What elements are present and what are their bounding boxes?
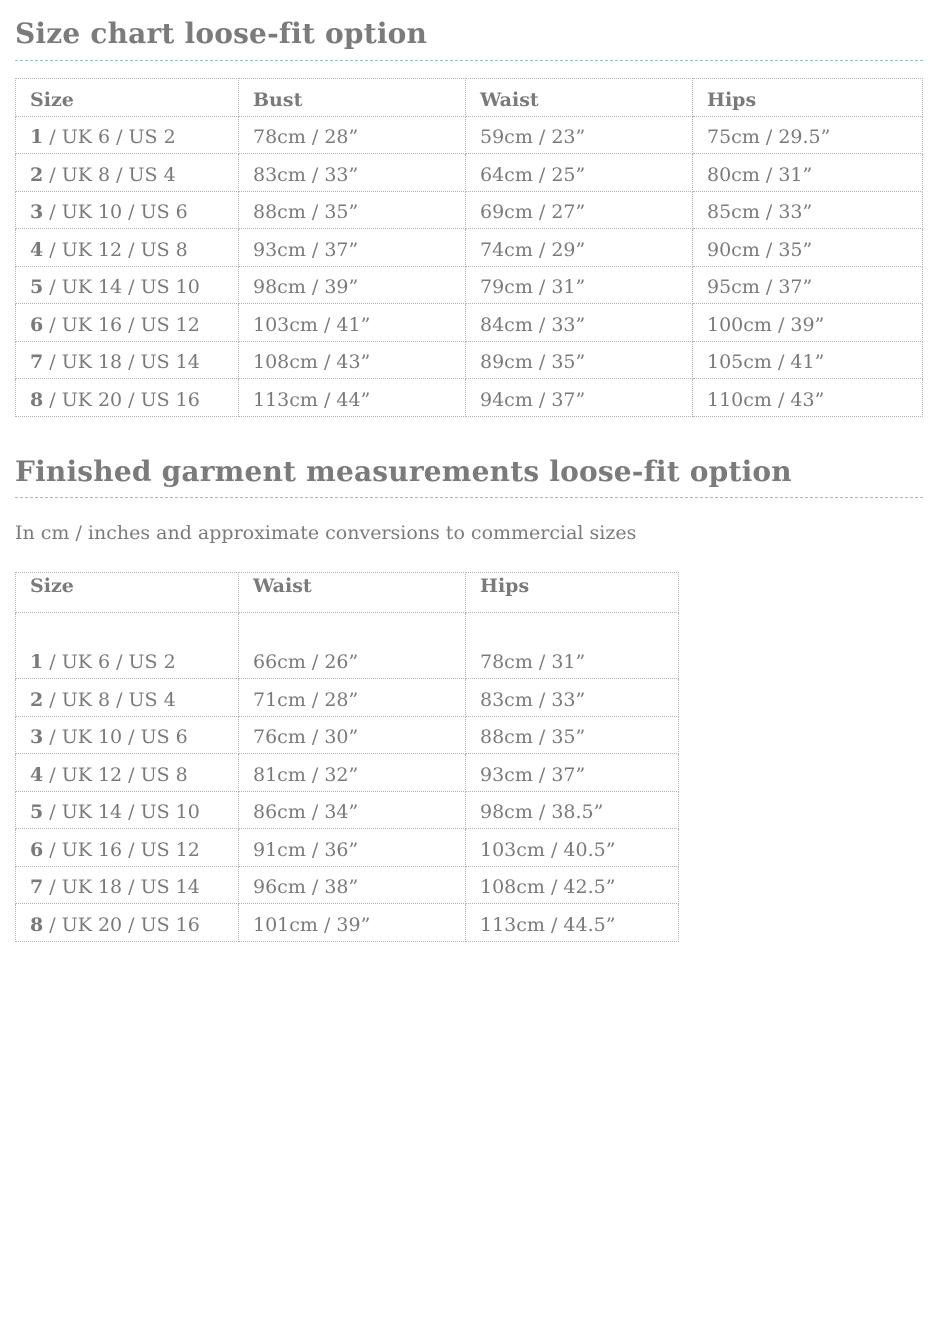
- size-number: 2: [30, 163, 44, 186]
- size-conversion: / UK 6 / US 2: [43, 126, 176, 148]
- waist-cell: 66cm / 26”: [239, 613, 466, 679]
- hips-cell: 80cm / 31”: [693, 154, 923, 192]
- table-row: [16, 116, 923, 154]
- table-row: [16, 791, 679, 829]
- waist-cell: 101cm / 39”: [239, 904, 466, 942]
- hips-cell: 95cm / 37”: [693, 266, 923, 304]
- bust-cell: 83cm / 33”: [239, 154, 466, 192]
- waist-cell: 64cm / 25”: [466, 154, 693, 192]
- size-cell: [16, 829, 239, 867]
- table-row: [16, 154, 923, 192]
- size-conversion: / UK 18 / US 14: [43, 351, 200, 373]
- waist-cell: 71cm / 28”: [239, 679, 466, 717]
- column-header-size: Size: [16, 573, 239, 613]
- size-conversion: / UK 20 / US 16: [43, 388, 200, 411]
- size-number: 1: [30, 126, 44, 148]
- bust-cell: 113cm / 44”: [239, 379, 466, 417]
- table-row: [16, 379, 923, 417]
- size-chart-title: Size chart loose-fit option: [15, 17, 428, 50]
- waist-cell: 91cm / 36”: [239, 829, 466, 867]
- size-conversion: / UK 12 / US 8: [43, 763, 188, 786]
- size-cell: [16, 116, 239, 154]
- column-header-hips: Hips: [466, 573, 679, 613]
- size-number: 8: [30, 913, 44, 936]
- size-cell: [16, 866, 239, 904]
- size-number: 1: [30, 651, 44, 673]
- size-number: 5: [30, 801, 44, 823]
- hips-cell: 105cm / 41”: [693, 341, 923, 379]
- size-cell: [16, 613, 239, 679]
- intro-text: In cm / inches and approximate conversions to commercial sizes: [15, 522, 637, 544]
- size-cell: [16, 679, 239, 717]
- bust-cell: 78cm / 28”: [239, 116, 466, 154]
- size-number: 3: [30, 201, 44, 223]
- size-number: 7: [30, 351, 44, 373]
- waist-cell: 81cm / 32”: [239, 754, 466, 792]
- size-conversion: / UK 8 / US 4: [43, 163, 176, 186]
- size-conversion: / UK 6 / US 2: [43, 651, 176, 673]
- bust-cell: 98cm / 39”: [239, 266, 466, 304]
- size-cell: [16, 791, 239, 829]
- table-header-row: [16, 79, 923, 117]
- column-header-waist: Waist: [239, 573, 466, 613]
- size-conversion: / UK 10 / US 6: [43, 726, 188, 748]
- table-row: [16, 679, 679, 717]
- hips-cell: 90cm / 35”: [693, 229, 923, 267]
- finished-measurements-table: [15, 572, 679, 942]
- size-number: 6: [30, 313, 44, 336]
- hips-cell: 100cm / 39”: [693, 304, 923, 342]
- waist-cell: 74cm / 29”: [466, 229, 693, 267]
- table-header-row: [16, 573, 679, 613]
- table-row: [16, 304, 923, 342]
- title-divider: [15, 60, 923, 61]
- waist-cell: 84cm / 33”: [466, 304, 693, 342]
- table-row: [16, 613, 679, 679]
- table-row: [16, 866, 679, 904]
- size-cell: [16, 754, 239, 792]
- waist-cell: 69cm / 27”: [466, 191, 693, 229]
- size-number: 2: [30, 688, 44, 711]
- size-number: 8: [30, 388, 44, 411]
- size-conversion: / UK 14 / US 10: [43, 276, 200, 298]
- table-row: [16, 754, 679, 792]
- size-conversion: / UK 16 / US 12: [43, 313, 200, 336]
- hips-cell: 113cm / 44.5”: [466, 904, 679, 942]
- waist-cell: 86cm / 34”: [239, 791, 466, 829]
- size-chart-table: [15, 78, 923, 417]
- size-conversion: / UK 14 / US 10: [43, 801, 200, 823]
- column-header-bust: Bust: [239, 79, 466, 117]
- hips-cell: 98cm / 38.5”: [466, 791, 679, 829]
- waist-cell: 59cm / 23”: [466, 116, 693, 154]
- size-number: 7: [30, 876, 44, 898]
- finished-garment-title: Finished garment measurements loose-fit option: [15, 455, 792, 488]
- table-row: [16, 829, 679, 867]
- hips-cell: 93cm / 37”: [466, 754, 679, 792]
- table-row: [16, 266, 923, 304]
- waist-cell: 89cm / 35”: [466, 341, 693, 379]
- hips-cell: 88cm / 35”: [466, 716, 679, 754]
- hips-cell: 85cm / 33”: [693, 191, 923, 229]
- size-conversion: / UK 16 / US 12: [43, 838, 200, 861]
- size-cell: [16, 191, 239, 229]
- waist-cell: 76cm / 30”: [239, 716, 466, 754]
- size-cell: [16, 341, 239, 379]
- table-row: [16, 229, 923, 267]
- hips-cell: 83cm / 33”: [466, 679, 679, 717]
- size-number: 3: [30, 726, 44, 748]
- hips-cell: 108cm / 42.5”: [466, 866, 679, 904]
- hips-cell: 110cm / 43”: [693, 379, 923, 417]
- size-number: 5: [30, 276, 44, 298]
- table-row: [16, 191, 923, 229]
- size-number: 4: [30, 238, 44, 261]
- column-header-size: Size: [16, 79, 239, 117]
- hips-cell: 78cm / 31”: [466, 613, 679, 679]
- size-cell: [16, 229, 239, 267]
- size-conversion: / UK 10 / US 6: [43, 201, 188, 223]
- size-conversion: / UK 18 / US 14: [43, 876, 200, 898]
- size-conversion: / UK 20 / US 16: [43, 913, 200, 936]
- title-divider: [15, 497, 923, 498]
- bust-cell: 108cm / 43”: [239, 341, 466, 379]
- column-header-waist: Waist: [466, 79, 693, 117]
- waist-cell: 96cm / 38”: [239, 866, 466, 904]
- bust-cell: 88cm / 35”: [239, 191, 466, 229]
- size-cell: [16, 379, 239, 417]
- size-cell: [16, 304, 239, 342]
- table-row: [16, 904, 679, 942]
- hips-cell: 75cm / 29.5”: [693, 116, 923, 154]
- waist-cell: 94cm / 37”: [466, 379, 693, 417]
- column-header-hips: Hips: [693, 79, 923, 117]
- bust-cell: 93cm / 37”: [239, 229, 466, 267]
- table-row: [16, 716, 679, 754]
- size-cell: [16, 266, 239, 304]
- bust-cell: 103cm / 41”: [239, 304, 466, 342]
- waist-cell: 79cm / 31”: [466, 266, 693, 304]
- size-number: 4: [30, 763, 44, 786]
- size-conversion: / UK 12 / US 8: [43, 238, 188, 261]
- size-cell: [16, 904, 239, 942]
- size-conversion: / UK 8 / US 4: [43, 688, 176, 711]
- hips-cell: 103cm / 40.5”: [466, 829, 679, 867]
- size-number: 6: [30, 838, 44, 861]
- size-cell: [16, 154, 239, 192]
- size-cell: [16, 716, 239, 754]
- table-row: [16, 341, 923, 379]
